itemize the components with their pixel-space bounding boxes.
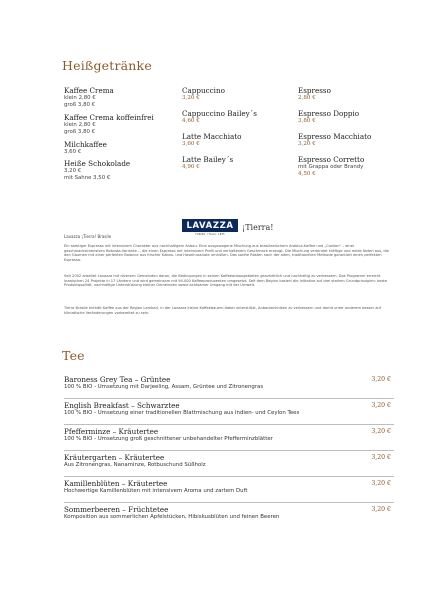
- tea-heading: Tee: [62, 348, 85, 363]
- tea-item-name: Pfefferminze – Kräutertee: [64, 427, 159, 436]
- tea-item-price: 3,20 €: [371, 402, 391, 409]
- tea-item-name: English Breakfast – Schwarztee: [64, 401, 180, 410]
- tea-item: [64, 505, 394, 528]
- tea-item-name: Kräutergarten – Kräutertee: [64, 453, 165, 462]
- divider: [64, 398, 394, 399]
- lavazza-caption: Lavazza ¡Tierra! Brasile: [64, 234, 112, 239]
- tea-item-description: 100 % BIO - Umsetzung einer traditionellen Blattmischung aus Indien- und Ceylon Tees: [64, 410, 300, 416]
- menu-item: [298, 155, 371, 177]
- menu-item: [64, 113, 154, 137]
- tea-item-description: Hochwertige Kamillenblüten mit intensivem Aroma und zartem Duft: [64, 488, 248, 494]
- menu-item-name: Cappuccino: [182, 86, 225, 95]
- tea-item-price: 3,20 €: [371, 506, 391, 513]
- menu-item-price: klein 2,80 €: [64, 121, 96, 128]
- menu-item-price: 4,90 €: [182, 164, 200, 170]
- hot-column-3: [298, 86, 371, 177]
- menu-item-name: Kaffee Crema koffeinfrei: [64, 112, 154, 122]
- menu-item-name: Latte Bailey´s: [182, 155, 234, 164]
- menu-item: [182, 155, 257, 170]
- tea-item: [64, 401, 394, 424]
- lavazza-paragraph-1: Ein samtiger Espresso mit intensivem Charakter aus nachhaltigem Anbau. Eine ausgewogene Mischung aus brasilianischem Arabica-Kaffee und „Conilon“ – einer geschmacksintensiven Robusta-Variante –, die einen Espresso mit intensivem Profil und verhaltenem Geschmack erzeugt. Die Mischung verbindet kräftige und milde Noten aus, die den Gaumen mit einer perfekten Balance aus frischer Kakao- und Haselnussnote umhüllen. Das sanfte Rösten nach der alten, traditionellen Methode garantiert einen perfekten Espresso.: [64, 244, 389, 263]
- menu-item: [182, 86, 257, 101]
- lavazza-paragraph-3: Tierra Brasile enthält Kaffee aus der Region Lambari, in der Lavazza kleine Kaffeebauern dabei unterstützt, Anbautechniken zu verbessern und damit unter anderem besser auf klimatische Veränderungen vorbereitet zu sein.: [64, 306, 381, 315]
- tea-list: [64, 375, 394, 528]
- menu-item: [182, 132, 257, 147]
- menu-item: [298, 109, 371, 124]
- tierra-title: ¡Tierra!: [242, 223, 274, 232]
- menu-item-name: Kaffee Crema: [64, 86, 114, 95]
- menu-item: [64, 86, 154, 110]
- menu-item-price: groß 3,80 €: [64, 102, 96, 109]
- hot-column-1: [64, 86, 154, 183]
- lavazza-logo: [182, 219, 238, 236]
- lavazza-logo-subline: TORINO, ITALIA, 1895: [195, 233, 225, 236]
- menu-item: [298, 86, 371, 101]
- hot-column-2: [182, 86, 257, 170]
- tea-item-name: Sommerbeeren – Früchtetee: [64, 505, 169, 514]
- menu-item-price: klein 2,80 €: [64, 95, 96, 101]
- menu-item-price: 3,60 €: [182, 141, 200, 147]
- menu-item-name: Espresso Macchiato: [298, 132, 372, 141]
- menu-item: [298, 132, 371, 147]
- tea-item-description: 100 % BIO - Umsetzung groß geschnittener unbehandelter Pfefferminzblätter: [64, 436, 273, 442]
- tea-item-price: 3,20 €: [371, 454, 391, 461]
- menu-item-price: 3,80 €: [298, 118, 316, 124]
- tea-item-price: 3,20 €: [371, 428, 391, 435]
- menu-item-name: Cappuccino Bailey´s: [182, 109, 257, 118]
- menu-item-name: Latte Macchiato: [182, 132, 242, 141]
- menu-item-price: 3,20 €: [298, 141, 316, 147]
- tea-item-description: Aus Zitronengras, Nanaminze, Rotbuschund Süßholz: [64, 462, 206, 468]
- tea-item: [64, 479, 394, 502]
- lavazza-logo-text: LAVAZZA: [186, 220, 234, 231]
- menu-item-price: mit Sahne 3,50 €: [64, 175, 111, 182]
- menu-item-name: Heiße Schokolade: [64, 159, 131, 169]
- menu-item: [182, 109, 257, 124]
- menu-item-price: 3,20 €: [64, 168, 82, 175]
- divider: [64, 502, 394, 503]
- tea-item-price: 3,20 €: [371, 480, 391, 487]
- menu-item-price: groß 3,80 €: [64, 129, 96, 136]
- hot-drinks-heading: Heißgetränke: [62, 58, 152, 73]
- menu-item-price: 3,60 €: [64, 148, 82, 155]
- lavazza-logo-box: [182, 219, 238, 232]
- menu-item-name: Milchkaffee: [64, 139, 107, 149]
- divider: [64, 424, 394, 425]
- lavazza-paragraph-2: Seit 2002 arbeitet Lavazza mit diversen Gemeinden daran, die Bedingungen in seinen Kaffeeanbaugebieten ganzheitlich und nachhaltig zu verbessern. Das Programm erreicht inzwischen 24 Projekte in 17 Ländern und wird gemeinsam mit 94.000 Kaffeeproduzenten umgesetzt. Seit dem Beginn basiert die Initiative auf drei starken Grundprinzipien: beste Produktqualität, nachhaltige Unterstützung kleiner Gemeinden sowie achtsamer Umgang mit der Umwelt.: [64, 274, 388, 288]
- tea-item: [64, 453, 394, 476]
- menu-item-name: Espresso: [298, 86, 331, 95]
- tea-item-price: 3,20 €: [371, 376, 391, 383]
- menu-item-name: Espresso Corretto: [298, 155, 365, 164]
- tea-item: [64, 427, 394, 450]
- menu-item-price: 4,60 €: [182, 118, 200, 124]
- divider: [64, 476, 394, 477]
- tea-item-name: Kamillenblüten – Kräutertee: [64, 479, 168, 488]
- tea-item-name: Baroness Grey Tea – Grüntee: [64, 375, 171, 384]
- tea-item-description: 100 % BIO - Umsetzung mit Darjeeling, Assam, Grüntee und Zitronengras: [64, 384, 264, 390]
- menu-item-price: 3,20 €: [182, 95, 200, 101]
- menu-item-price: 2,80 €: [298, 95, 316, 101]
- menu-item: [64, 159, 154, 183]
- divider: [64, 450, 394, 451]
- menu-item: [64, 140, 154, 156]
- tea-item: [64, 375, 394, 398]
- menu-item-note: mit Grappa oder Brandy: [298, 164, 364, 170]
- tea-item-description: Komposition aus sommerlichen Apfelstücken, Hibiskusblüten und feinen Beeren: [64, 514, 280, 520]
- menu-item-price: 4,50 €: [298, 171, 316, 178]
- menu-item-name: Espresso Doppio: [298, 109, 360, 118]
